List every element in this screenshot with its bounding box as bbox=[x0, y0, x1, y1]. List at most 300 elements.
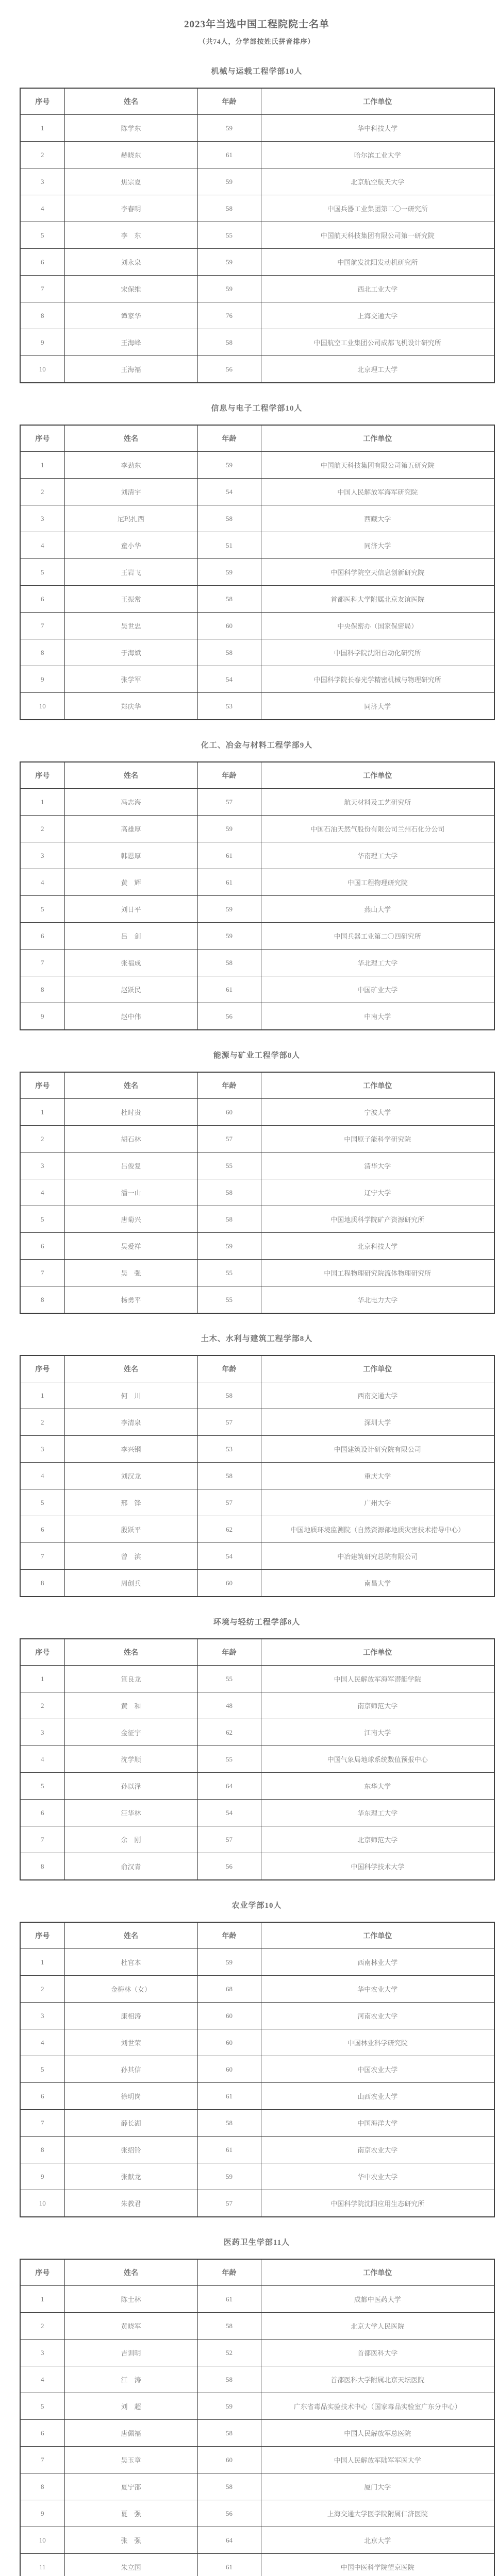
cell-unit: 西北工业大学 bbox=[261, 276, 494, 302]
cell-index: 6 bbox=[20, 249, 64, 276]
cell-name: 赫晓东 bbox=[64, 142, 197, 168]
table-row bbox=[20, 532, 494, 559]
header-row bbox=[20, 1355, 494, 1382]
cell-index: 5 bbox=[20, 2393, 64, 2420]
table-row bbox=[20, 639, 494, 666]
table-row bbox=[20, 195, 494, 222]
table-row bbox=[20, 2527, 494, 2554]
cell-name: 黄 辉 bbox=[64, 869, 197, 896]
cell-unit: 北京理工大学 bbox=[261, 356, 494, 383]
cell-unit: 西南交通大学 bbox=[261, 1382, 494, 1409]
section bbox=[20, 1901, 494, 2217]
cell-unit: 华中科技大学 bbox=[261, 115, 494, 142]
cell-index: 3 bbox=[20, 168, 64, 195]
cell-name: 陈士林 bbox=[64, 2286, 197, 2313]
cell-index: 7 bbox=[20, 2110, 64, 2137]
cell-index: 4 bbox=[20, 869, 64, 896]
cell-name: 张学军 bbox=[64, 666, 197, 693]
cell-unit: 中国农业大学 bbox=[261, 2056, 494, 2083]
cell-index: 1 bbox=[20, 2286, 64, 2313]
table-row bbox=[20, 2447, 494, 2473]
section-title: 医药卫生学部11人 bbox=[20, 2238, 494, 2247]
cell-name: 吴 强 bbox=[64, 1260, 197, 1286]
table-row bbox=[20, 2083, 494, 2110]
cell-age: 76 bbox=[197, 302, 261, 329]
cell-unit: 中国建筑设计研究院有限公司 bbox=[261, 1436, 494, 1463]
table-row bbox=[20, 2190, 494, 2217]
table-row bbox=[20, 249, 494, 276]
header-cell: 序号 bbox=[20, 1639, 64, 1666]
cell-index: 5 bbox=[20, 222, 64, 249]
cell-index: 1 bbox=[20, 1382, 64, 1409]
table-row bbox=[20, 302, 494, 329]
cell-age: 60 bbox=[197, 2003, 261, 2029]
cell-unit: 中国地质环境监测院（自然资源部地质灾害技术指导中心） bbox=[261, 1516, 494, 1543]
table-row bbox=[20, 842, 494, 869]
table-row bbox=[20, 950, 494, 976]
cell-unit: 燕山大学 bbox=[261, 896, 494, 923]
cell-unit: 中国气象局地球系统数值预报中心 bbox=[261, 1746, 494, 1773]
cell-name: 金征宇 bbox=[64, 1719, 197, 1746]
cell-index: 7 bbox=[20, 2447, 64, 2473]
cell-name: 沈学顺 bbox=[64, 1746, 197, 1773]
cell-age: 58 bbox=[197, 950, 261, 976]
header-cell: 姓名 bbox=[64, 1072, 197, 1099]
cell-age: 59 bbox=[197, 559, 261, 586]
table-row bbox=[20, 1976, 494, 2003]
cell-name: 陈学东 bbox=[64, 115, 197, 142]
cell-age: 59 bbox=[197, 1233, 261, 1260]
table-row bbox=[20, 1516, 494, 1543]
cell-index: 3 bbox=[20, 505, 64, 532]
cell-name: 张 强 bbox=[64, 2527, 197, 2554]
header-cell: 序号 bbox=[20, 1355, 64, 1382]
cell-name: 冯志海 bbox=[64, 789, 197, 816]
table-row bbox=[20, 1570, 494, 1597]
cell-index: 2 bbox=[20, 142, 64, 168]
cell-unit: 广东省毒品实验技术中心（国家毒品实验室广东分中心） bbox=[261, 2393, 494, 2420]
header-cell: 年龄 bbox=[197, 1355, 261, 1382]
cell-name: 杨勇平 bbox=[64, 1286, 197, 1314]
cell-name: 韩恩厚 bbox=[64, 842, 197, 869]
cell-name: 童小华 bbox=[64, 532, 197, 559]
cell-age: 62 bbox=[197, 1516, 261, 1543]
table-row bbox=[20, 613, 494, 639]
cell-unit: 中国人民解放军陆军军医大学 bbox=[261, 2447, 494, 2473]
cell-name: 殷跃平 bbox=[64, 1516, 197, 1543]
table-row bbox=[20, 2420, 494, 2447]
cell-unit: 中国航天科技集团有限公司第一研究院 bbox=[261, 222, 494, 249]
cell-age: 55 bbox=[197, 1153, 261, 1179]
table-row bbox=[20, 1286, 494, 1314]
cell-index: 5 bbox=[20, 1489, 64, 1516]
cell-name: 江 涛 bbox=[64, 2366, 197, 2393]
table-row bbox=[20, 168, 494, 195]
cell-name: 刘汉龙 bbox=[64, 1463, 197, 1489]
table-row bbox=[20, 1800, 494, 1826]
cell-unit: 北京师范大学 bbox=[261, 1826, 494, 1853]
table-row bbox=[20, 559, 494, 586]
cell-name: 高雄厚 bbox=[64, 816, 197, 842]
table-row bbox=[20, 329, 494, 356]
section-title: 农业学部10人 bbox=[20, 1901, 494, 1910]
cell-name: 曾 滨 bbox=[64, 1543, 197, 1570]
table-row bbox=[20, 1260, 494, 1286]
cell-age: 59 bbox=[197, 452, 261, 479]
cell-name: 胡石林 bbox=[64, 1126, 197, 1153]
cell-name: 王岩飞 bbox=[64, 559, 197, 586]
table-row bbox=[20, 816, 494, 842]
cell-index: 6 bbox=[20, 2420, 64, 2447]
table-row bbox=[20, 2286, 494, 2313]
table-row bbox=[20, 693, 494, 720]
cell-index: 2 bbox=[20, 816, 64, 842]
cell-age: 61 bbox=[197, 2286, 261, 2313]
cell-age: 60 bbox=[197, 613, 261, 639]
table-row bbox=[20, 1409, 494, 1436]
cell-unit: 中国中医科学院望京医院 bbox=[261, 2554, 494, 2576]
cell-index: 6 bbox=[20, 923, 64, 950]
header-cell: 工作单位 bbox=[261, 1639, 494, 1666]
cell-unit: 广州大学 bbox=[261, 1489, 494, 1516]
cell-index: 7 bbox=[20, 613, 64, 639]
cell-unit: 中国石油天然气股份有限公司兰州石化分公司 bbox=[261, 816, 494, 842]
cell-name: 王海福 bbox=[64, 356, 197, 383]
table-row bbox=[20, 1949, 494, 1976]
cell-name: 张绍铃 bbox=[64, 2137, 197, 2163]
cell-unit: 中国科学技术大学 bbox=[261, 1853, 494, 1880]
cell-unit: 中国人民解放军总医院 bbox=[261, 2420, 494, 2447]
cell-age: 58 bbox=[197, 639, 261, 666]
table-head bbox=[20, 1355, 494, 1382]
cell-unit: 中央保密办（国家保密局） bbox=[261, 613, 494, 639]
cell-unit: 山西农业大学 bbox=[261, 2083, 494, 2110]
header-cell: 工作单位 bbox=[261, 425, 494, 452]
header-cell: 序号 bbox=[20, 1072, 64, 1099]
cell-unit: 中国兵器工业第二〇四研究所 bbox=[261, 923, 494, 950]
roster-table bbox=[20, 1922, 495, 2217]
header-cell: 序号 bbox=[20, 762, 64, 789]
cell-index: 7 bbox=[20, 950, 64, 976]
cell-age: 61 bbox=[197, 2083, 261, 2110]
header-cell: 姓名 bbox=[64, 425, 197, 452]
table-row bbox=[20, 869, 494, 896]
cell-age: 61 bbox=[197, 2554, 261, 2576]
cell-unit: 中国工程物理研究院 bbox=[261, 869, 494, 896]
header-row bbox=[20, 1639, 494, 1666]
header-cell: 姓名 bbox=[64, 2259, 197, 2286]
cell-age: 60 bbox=[197, 2029, 261, 2056]
table-row bbox=[20, 2056, 494, 2083]
cell-name: 夏 强 bbox=[64, 2500, 197, 2527]
header-cell: 姓名 bbox=[64, 1355, 197, 1382]
cell-index: 3 bbox=[20, 1719, 64, 1746]
section bbox=[20, 67, 494, 383]
header-cell: 工作单位 bbox=[261, 2259, 494, 2286]
table-row bbox=[20, 789, 494, 816]
cell-age: 57 bbox=[197, 1126, 261, 1153]
cell-name: 李兴钢 bbox=[64, 1436, 197, 1463]
table-head bbox=[20, 1922, 494, 1949]
table-row bbox=[20, 2500, 494, 2527]
cell-unit: 西南林业大学 bbox=[261, 1949, 494, 1976]
cell-name: 尼玛扎西 bbox=[64, 505, 197, 532]
cell-unit: 中国兵器工业集团第二〇一研究所 bbox=[261, 195, 494, 222]
cell-unit: 厦门大学 bbox=[261, 2473, 494, 2500]
cell-index: 8 bbox=[20, 976, 64, 1003]
cell-age: 60 bbox=[197, 1570, 261, 1597]
cell-index: 8 bbox=[20, 1853, 64, 1880]
cell-index: 8 bbox=[20, 639, 64, 666]
header-cell: 年龄 bbox=[197, 1072, 261, 1099]
header-cell: 年龄 bbox=[197, 2259, 261, 2286]
cell-index: 3 bbox=[20, 2003, 64, 2029]
cell-name: 王振常 bbox=[64, 586, 197, 613]
table-head bbox=[20, 1639, 494, 1666]
cell-age: 48 bbox=[197, 1692, 261, 1719]
cell-name: 黄晓军 bbox=[64, 2313, 197, 2340]
cell-unit: 南京师范大学 bbox=[261, 1692, 494, 1719]
table-row bbox=[20, 2393, 494, 2420]
cell-index: 1 bbox=[20, 1099, 64, 1126]
cell-age: 55 bbox=[197, 1260, 261, 1286]
header-cell: 工作单位 bbox=[261, 1355, 494, 1382]
cell-unit: 中国矿业大学 bbox=[261, 976, 494, 1003]
cell-name: 唐菊兴 bbox=[64, 1206, 197, 1233]
roster-table bbox=[20, 425, 495, 720]
cell-index: 3 bbox=[20, 1436, 64, 1463]
section-title: 信息与电子工程学部10人 bbox=[20, 404, 494, 413]
cell-age: 59 bbox=[197, 115, 261, 142]
header-cell: 姓名 bbox=[64, 1922, 197, 1949]
cell-index: 5 bbox=[20, 896, 64, 923]
cell-unit: 中国原子能科学研究院 bbox=[261, 1126, 494, 1153]
cell-index: 1 bbox=[20, 789, 64, 816]
table-body bbox=[20, 1382, 494, 1597]
cell-unit: 上海交通大学 bbox=[261, 302, 494, 329]
header-cell: 序号 bbox=[20, 2259, 64, 2286]
cell-index: 9 bbox=[20, 2500, 64, 2527]
table-row bbox=[20, 1233, 494, 1260]
header-cell: 年龄 bbox=[197, 762, 261, 789]
cell-name: 余 刚 bbox=[64, 1826, 197, 1853]
cell-unit: 同济大学 bbox=[261, 532, 494, 559]
table-row bbox=[20, 1853, 494, 1880]
table-row bbox=[20, 1826, 494, 1853]
cell-age: 55 bbox=[197, 1666, 261, 1692]
header-cell: 工作单位 bbox=[261, 762, 494, 789]
table-row bbox=[20, 115, 494, 142]
cell-name: 李 东 bbox=[64, 222, 197, 249]
cell-unit: 中国地质科学院矿产资源研究所 bbox=[261, 1206, 494, 1233]
cell-age: 58 bbox=[197, 329, 261, 356]
table-row bbox=[20, 1436, 494, 1463]
cell-index: 2 bbox=[20, 1409, 64, 1436]
cell-unit: 辽宁大学 bbox=[261, 1179, 494, 1206]
cell-index: 1 bbox=[20, 452, 64, 479]
table-row bbox=[20, 666, 494, 693]
cell-age: 60 bbox=[197, 2056, 261, 2083]
cell-unit: 中国林业科学研究院 bbox=[261, 2029, 494, 2056]
table-row bbox=[20, 2003, 494, 2029]
table-row bbox=[20, 2473, 494, 2500]
cell-index: 7 bbox=[20, 276, 64, 302]
cell-index: 6 bbox=[20, 1800, 64, 1826]
header-cell: 序号 bbox=[20, 425, 64, 452]
table-body bbox=[20, 2286, 494, 2576]
cell-index: 5 bbox=[20, 2056, 64, 2083]
table-row bbox=[20, 923, 494, 950]
cell-age: 61 bbox=[197, 2137, 261, 2163]
cell-name: 王海峰 bbox=[64, 329, 197, 356]
cell-name: 杜时贵 bbox=[64, 1099, 197, 1126]
cell-name: 李劲东 bbox=[64, 452, 197, 479]
header-cell: 姓名 bbox=[64, 88, 197, 115]
cell-age: 60 bbox=[197, 2447, 261, 2473]
header-cell: 工作单位 bbox=[261, 88, 494, 115]
cell-index: 6 bbox=[20, 1516, 64, 1543]
cell-unit: 中冶建筑研究总院有限公司 bbox=[261, 1543, 494, 1570]
cell-age: 58 bbox=[197, 1179, 261, 1206]
cell-unit: 河南农业大学 bbox=[261, 2003, 494, 2029]
cell-index: 4 bbox=[20, 1179, 64, 1206]
cell-age: 55 bbox=[197, 1746, 261, 1773]
table-row bbox=[20, 586, 494, 613]
cell-age: 58 bbox=[197, 1206, 261, 1233]
cell-name: 刘 超 bbox=[64, 2393, 197, 2420]
cell-name: 朱教君 bbox=[64, 2190, 197, 2217]
page-subtitle: （共74人，分学部按姓氏拼音排序） bbox=[20, 37, 494, 46]
cell-index: 6 bbox=[20, 1233, 64, 1260]
cell-age: 55 bbox=[197, 1286, 261, 1314]
table-row bbox=[20, 142, 494, 168]
table-row bbox=[20, 276, 494, 302]
cell-index: 7 bbox=[20, 1826, 64, 1853]
cell-age: 59 bbox=[197, 816, 261, 842]
cell-index: 10 bbox=[20, 693, 64, 720]
cell-unit: 中国科学院长春光学精密机械与物理研究所 bbox=[261, 666, 494, 693]
cell-age: 51 bbox=[197, 532, 261, 559]
cell-age: 64 bbox=[197, 2527, 261, 2554]
roster-table bbox=[20, 1355, 495, 1597]
cell-age: 68 bbox=[197, 1976, 261, 2003]
cell-name: 吉训明 bbox=[64, 2340, 197, 2366]
cell-unit: 同济大学 bbox=[261, 693, 494, 720]
table-row bbox=[20, 1692, 494, 1719]
cell-unit: 航天材料及工艺研究所 bbox=[261, 789, 494, 816]
cell-unit: 华北理工大学 bbox=[261, 950, 494, 976]
cell-index: 4 bbox=[20, 1746, 64, 1773]
cell-age: 58 bbox=[197, 586, 261, 613]
table-row bbox=[20, 1773, 494, 1800]
header-cell: 工作单位 bbox=[261, 1922, 494, 1949]
table-body bbox=[20, 452, 494, 720]
cell-age: 55 bbox=[197, 222, 261, 249]
cell-unit: 华南理工大学 bbox=[261, 842, 494, 869]
section-title: 能源与矿业工程学部8人 bbox=[20, 1051, 494, 1060]
table-row bbox=[20, 1666, 494, 1692]
table-row bbox=[20, 452, 494, 479]
table-head bbox=[20, 2259, 494, 2286]
cell-name: 刘世荣 bbox=[64, 2029, 197, 2056]
cell-unit: 华中农业大学 bbox=[261, 1976, 494, 2003]
table-body bbox=[20, 1099, 494, 1314]
table-row bbox=[20, 2029, 494, 2056]
cell-name: 薛长湖 bbox=[64, 2110, 197, 2137]
cell-age: 59 bbox=[197, 276, 261, 302]
cell-unit: 西藏大学 bbox=[261, 505, 494, 532]
cell-name: 李春明 bbox=[64, 195, 197, 222]
cell-index: 10 bbox=[20, 356, 64, 383]
header-cell: 年龄 bbox=[197, 1922, 261, 1949]
cell-name: 潘一山 bbox=[64, 1179, 197, 1206]
roster-table bbox=[20, 88, 495, 383]
header-cell: 序号 bbox=[20, 1922, 64, 1949]
page-title: 2023年当选中国工程院院士名单 bbox=[20, 19, 494, 31]
cell-index: 4 bbox=[20, 532, 64, 559]
cell-index: 5 bbox=[20, 1773, 64, 1800]
cell-unit: 中国海洋大学 bbox=[261, 2110, 494, 2137]
cell-age: 53 bbox=[197, 1436, 261, 1463]
cell-name: 于海斌 bbox=[64, 639, 197, 666]
cell-unit: 中南大学 bbox=[261, 1003, 494, 1030]
cell-name: 赵跃民 bbox=[64, 976, 197, 1003]
table-row bbox=[20, 2137, 494, 2163]
cell-name: 周创兵 bbox=[64, 1570, 197, 1597]
table-row bbox=[20, 1206, 494, 1233]
table-row bbox=[20, 2163, 494, 2190]
cell-index: 1 bbox=[20, 115, 64, 142]
table-row bbox=[20, 1543, 494, 1570]
cell-age: 56 bbox=[197, 2500, 261, 2527]
table-body bbox=[20, 1949, 494, 2217]
cell-unit: 中国科学院沈阳应用生态研究所 bbox=[261, 2190, 494, 2217]
cell-index: 5 bbox=[20, 1206, 64, 1233]
header-row bbox=[20, 1922, 494, 1949]
cell-index: 2 bbox=[20, 479, 64, 505]
cell-index: 9 bbox=[20, 329, 64, 356]
cell-age: 58 bbox=[197, 2366, 261, 2393]
cell-unit: 北京科技大学 bbox=[261, 1233, 494, 1260]
header-row bbox=[20, 1072, 494, 1099]
table-body bbox=[20, 1666, 494, 1880]
cell-age: 57 bbox=[197, 1489, 261, 1516]
cell-name: 何 川 bbox=[64, 1382, 197, 1409]
cell-unit: 北京大学人民医院 bbox=[261, 2313, 494, 2340]
cell-index: 8 bbox=[20, 302, 64, 329]
cell-age: 57 bbox=[197, 1826, 261, 1853]
table-row bbox=[20, 1489, 494, 1516]
cell-age: 57 bbox=[197, 789, 261, 816]
table-row bbox=[20, 2554, 494, 2576]
cell-index: 8 bbox=[20, 2137, 64, 2163]
cell-unit: 中国工程物理研究院流体物理研究所 bbox=[261, 1260, 494, 1286]
cell-age: 60 bbox=[197, 1099, 261, 1126]
cell-name: 朱立国 bbox=[64, 2554, 197, 2576]
cell-index: 10 bbox=[20, 2527, 64, 2554]
cell-age: 59 bbox=[197, 1949, 261, 1976]
table-row bbox=[20, 222, 494, 249]
table-row bbox=[20, 896, 494, 923]
cell-name: 吕 剑 bbox=[64, 923, 197, 950]
cell-index: 8 bbox=[20, 1570, 64, 1597]
cell-unit: 上海交通大学医学院附属仁济医院 bbox=[261, 2500, 494, 2527]
cell-unit: 深圳大学 bbox=[261, 1409, 494, 1436]
cell-age: 54 bbox=[197, 479, 261, 505]
cell-index: 3 bbox=[20, 842, 64, 869]
cell-name: 宋保维 bbox=[64, 276, 197, 302]
section bbox=[20, 1334, 494, 1597]
